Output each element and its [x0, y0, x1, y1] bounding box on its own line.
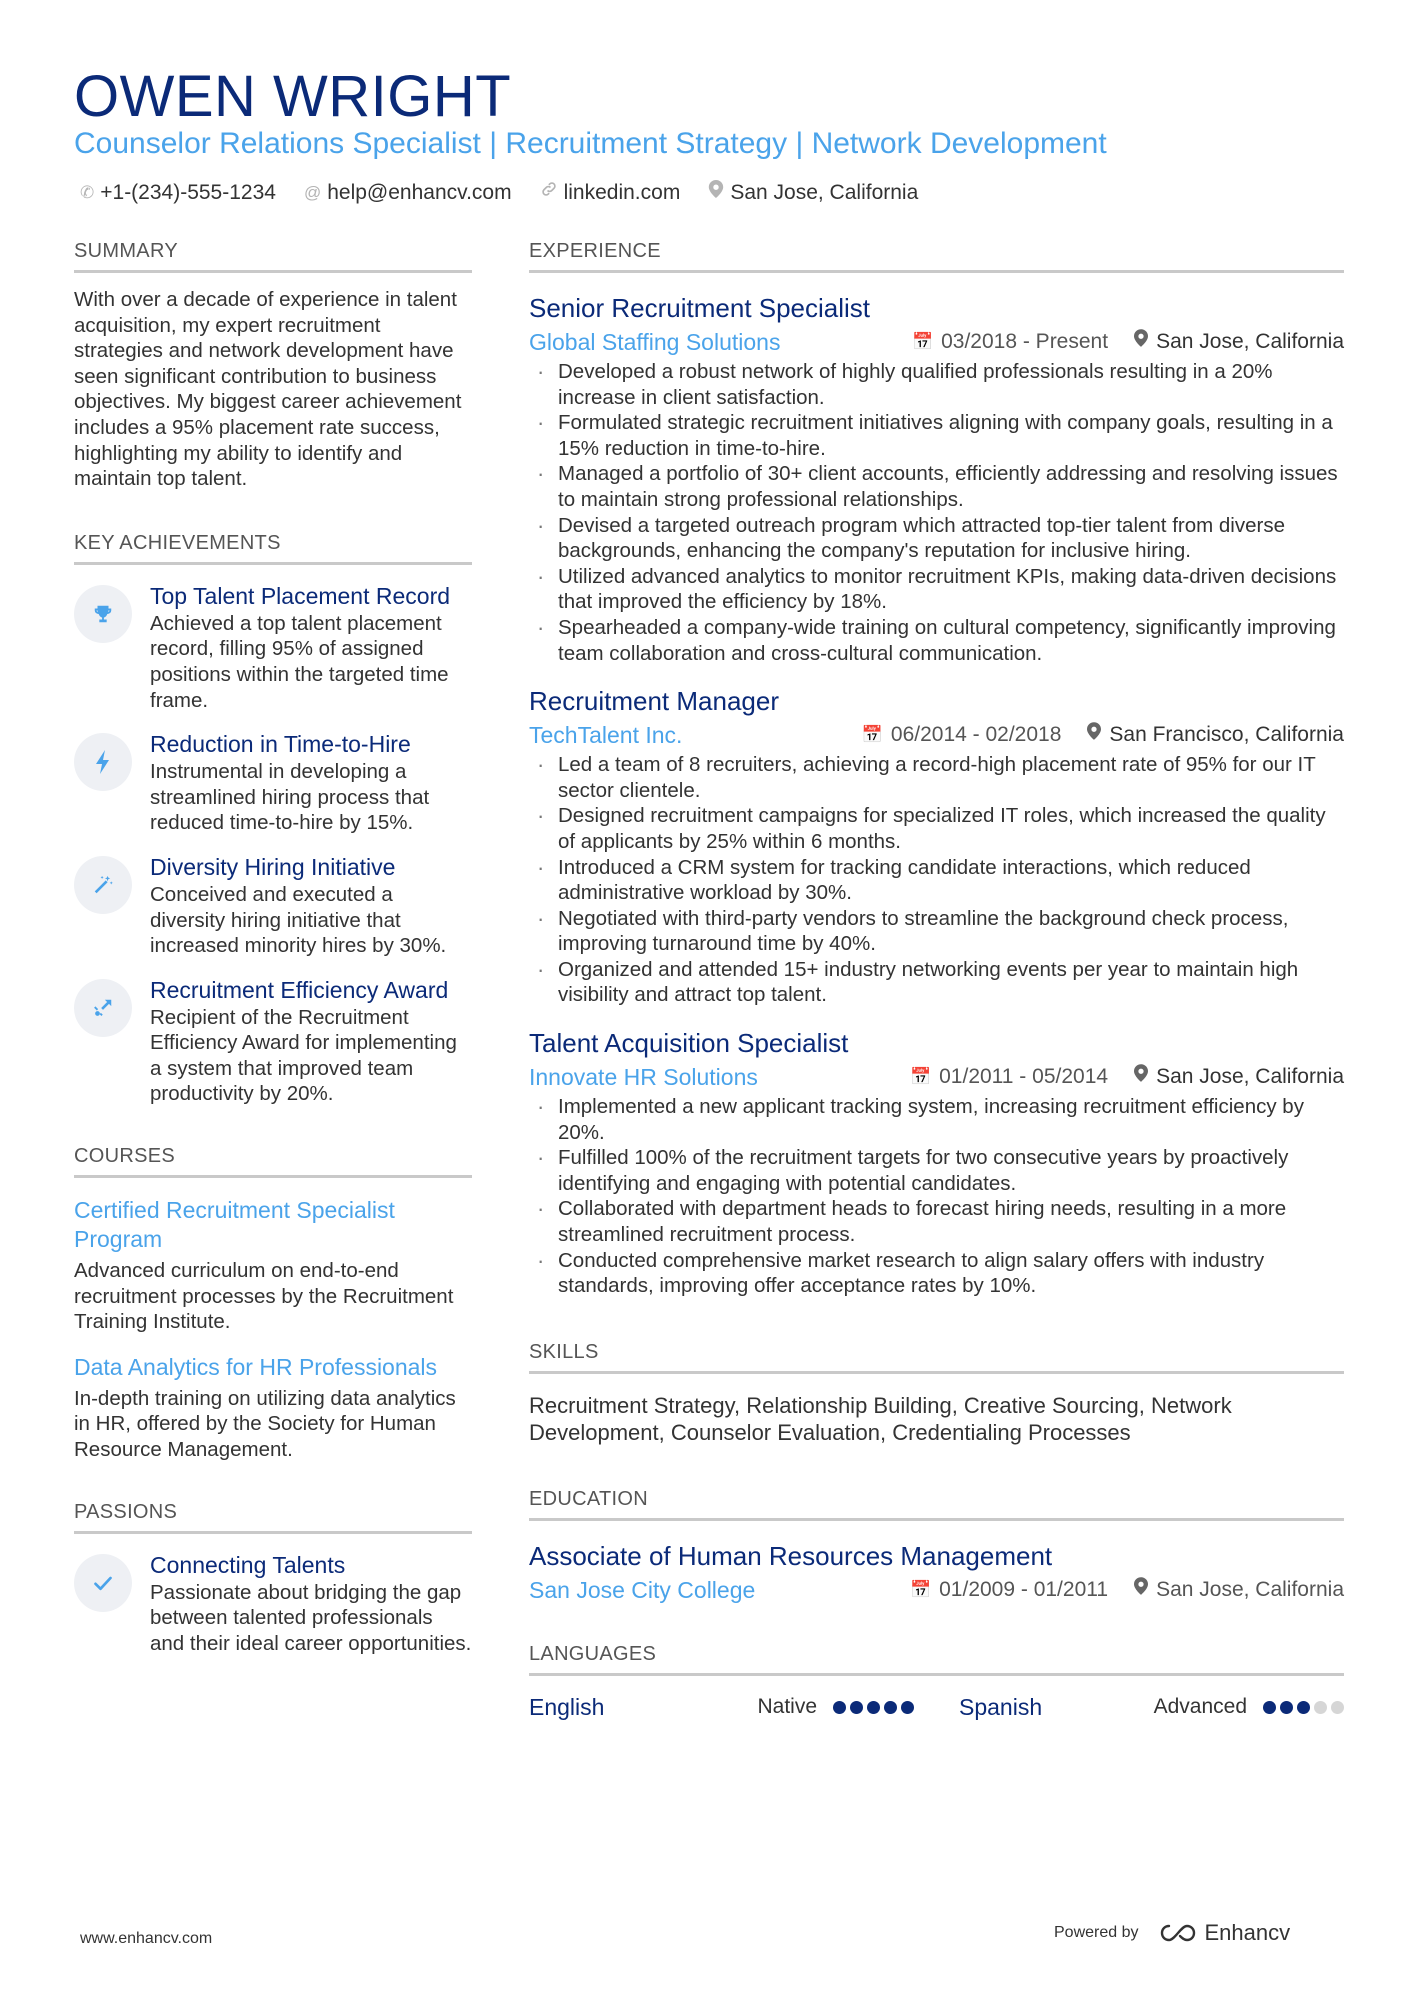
rating-dot-empty: [1314, 1701, 1327, 1714]
language-name: English: [529, 1693, 605, 1720]
checkmark-icon: [74, 1554, 132, 1612]
education-dates: 01/2009 - 01/2011: [939, 1577, 1109, 1601]
job-entry: [529, 1026, 1344, 1299]
job-location: San Jose, California: [1156, 330, 1344, 353]
location-pin-icon: [708, 178, 724, 208]
language-name: Spanish: [959, 1693, 1043, 1720]
language-item: [529, 1694, 914, 1721]
phone-icon: ✆: [80, 183, 95, 202]
location-pin-icon: [1134, 327, 1148, 357]
job-location: San Jose, California: [1156, 1065, 1344, 1089]
education-title: EDUCATION: [529, 1486, 1344, 1521]
summary-section: [74, 238, 472, 492]
summary-title: SUMMARY: [74, 238, 472, 273]
job-company: Innovate HR Solutions: [529, 1064, 758, 1091]
skills-title: SKILLS: [529, 1339, 1344, 1374]
education-location: San Jose, California: [1156, 1577, 1344, 1601]
lightning-icon: [74, 733, 132, 791]
passion-item: [74, 1550, 472, 1657]
achievement-text: Achieved a top talent placement record, filling 95% of assigned positions within the targeted time frame.: [150, 611, 449, 712]
job-dates: 01/2011 - 05/2014: [939, 1065, 1109, 1089]
bullet-item: · Implemented a new applicant tracking system, increasing recruitment efficiency by 20%.: [529, 1094, 1344, 1145]
award-icon: [74, 979, 132, 1037]
bullet-item: · Spearheaded a company-wide training on cultural competency, significantly improving team collaboration and cross-cultural communication.: [529, 615, 1344, 666]
job-dates: 03/2018 - Present: [941, 330, 1109, 353]
achievement-item: [74, 581, 472, 713]
skills-text: Recruitment Strategy, Relationship Building, Creative Sourcing, Network Development, Counselor Evaluation, Credentialing Processes: [529, 1392, 1232, 1445]
location-text: San Jose, California: [730, 181, 919, 204]
education-section: [529, 1486, 1344, 1605]
contact-email[interactable]: [304, 178, 512, 208]
passion-title: Connecting Talents: [150, 1551, 346, 1578]
passion-text: Passionate about bridging the gap between talented professionals and their ideal career opportunities.: [150, 1580, 472, 1655]
achievements-title: KEY ACHIEVEMENTS: [74, 530, 472, 565]
language-level: Advanced: [1153, 1695, 1247, 1719]
rating-dot-filled: [1263, 1701, 1276, 1714]
rating-dot-filled: [833, 1701, 846, 1714]
achievement-item: [74, 852, 472, 959]
bullet-item: · Led a team of 8 recruiters, achieving a record-high placement rate of 95% for our IT sector clientele.: [529, 752, 1344, 803]
candidate-name: OWEN WRIGHT: [74, 64, 512, 129]
rating-dot-filled: [1280, 1701, 1293, 1714]
job-title: Talent Acquisition Specialist: [529, 1028, 849, 1059]
bullet-item: · Organized and attended 15+ industry networking events per year to maintain high visibility and attract top talent.: [529, 957, 1344, 1008]
achievement-title: Reduction in Time-to-Hire: [150, 731, 411, 758]
bullet-item: · Developed a robust network of highly qualified professionals resulting in a 20% increase in client satisfaction.: [529, 359, 1344, 410]
rating-dot-filled: [901, 1701, 914, 1714]
degree-title: Associate of Human Resources Management: [529, 1540, 1053, 1571]
location-pin-icon: [1134, 1575, 1148, 1605]
job-entry: [529, 684, 1344, 1008]
contact-phone[interactable]: [80, 178, 276, 208]
bullet-item: · Fulfilled 100% of the recruitment targets for two consecutive years by proactively identifying and engaging with potential candidates.: [529, 1145, 1344, 1196]
powered-by-text: Powered by: [1054, 1924, 1139, 1941]
job-entry: [529, 291, 1344, 666]
magic-wand-icon: [74, 856, 132, 914]
course-text: In-depth training on utilizing data analytics in HR, offered by the Society for Human Resource Management.: [74, 1386, 456, 1462]
rating-dot-empty: [1331, 1701, 1344, 1714]
experience-section: [529, 238, 1344, 1299]
course-text: Advanced curriculum on end-to-end recruitment processes by the Recruitment Training Institute.: [74, 1259, 454, 1334]
bullet-item: · Designed recruitment campaigns for specialized IT roles, which increased the quality of applicants by 25% within 6 months.: [529, 803, 1344, 854]
courses-title: COURSES: [74, 1143, 472, 1178]
location-pin-icon: [1134, 1062, 1148, 1092]
infinity-logo-icon: [1159, 1922, 1197, 1944]
course-title: Data Analytics for HR Professionals: [74, 1353, 438, 1380]
phone-text: +1-(234)-555-1234: [100, 181, 276, 204]
languages-title: LANGUAGES: [529, 1641, 1344, 1676]
job-company: Global Staffing Solutions: [529, 329, 781, 355]
school-name: San Jose City College: [529, 1576, 756, 1603]
at-sign-icon: @: [303, 183, 322, 202]
bullet-item: · Managed a portfolio of 30+ client accounts, efficiently addressing and resolving issues to maintain strong professional relationships.: [529, 461, 1344, 512]
calendar-icon: 📅: [909, 1579, 932, 1599]
job-title: Recruitment Manager: [529, 686, 779, 717]
passions-title: PASSIONS: [74, 1499, 472, 1534]
achievement-item: [74, 975, 472, 1107]
experience-title: EXPERIENCE: [529, 238, 1344, 273]
contact-linkedin[interactable]: [540, 178, 681, 208]
bullet-item: · Collaborated with department heads to forecast hiring needs, resulting in a more streamlined recruitment process.: [529, 1196, 1344, 1247]
headline: Counselor Relations Specialist | Recruitment Strategy | Network Development: [74, 127, 1107, 160]
achievement-text: Conceived and executed a diversity hiring initiative that increased minority hires by 30%.: [150, 882, 447, 958]
achievement-text: Instrumental in developing a streamlined hiring process that reduced time-to-hire by 15%.: [150, 760, 430, 835]
job-bullets: [529, 359, 1344, 666]
rating-dot-filled: [1297, 1701, 1310, 1714]
contact-bar: [80, 178, 918, 208]
job-bullets: [529, 752, 1344, 1008]
education-entry: [529, 1539, 1344, 1605]
achievement-text: Recipient of the Recruitment Efficiency Award for implementing a system that improved team productivity by 20%.: [150, 1005, 457, 1106]
footer-website[interactable]: www.enhancv.com: [80, 1930, 213, 1947]
language-rating: [833, 1701, 914, 1714]
email-text: help@enhancv.com: [327, 181, 512, 204]
calendar-icon: 📅: [909, 1067, 932, 1087]
brand-logo[interactable]: [1159, 1920, 1291, 1946]
right-column: [529, 238, 1344, 1721]
bullet-item: · Conducted comprehensive market research to align salary offers with industry standards, improving offer acceptance rates by 10%.: [529, 1248, 1344, 1299]
passions-section: [74, 1499, 472, 1657]
course-title: Certified Recruitment Specialist Program: [74, 1197, 395, 1253]
linkedin-text: linkedin.com: [563, 181, 681, 204]
brand-name: Enhancv: [1204, 1920, 1291, 1945]
achievement-title: Top Talent Placement Record: [150, 582, 451, 609]
bullet-item: · Introduced a CRM system for tracking candidate interactions, which reduced administrative workload by 30%.: [529, 855, 1344, 906]
job-dates: 06/2014 - 02/2018: [890, 723, 1062, 747]
bullet-item: · Formulated strategic recruitment initiatives aligning with company goals, resulting in a 15% reduction in time-to-hire.: [529, 410, 1344, 461]
contact-location: [708, 178, 918, 208]
achievement-title: Diversity Hiring Initiative: [150, 853, 396, 880]
skills-section: [529, 1339, 1344, 1446]
rating-dot-filled: [884, 1701, 897, 1714]
rating-dot-filled: [850, 1701, 863, 1714]
calendar-icon: 📅: [911, 332, 934, 351]
achievements-section: [74, 530, 472, 1107]
course-item: [74, 1196, 472, 1335]
language-rating: [1263, 1701, 1344, 1714]
job-bullets: [529, 1094, 1344, 1299]
trophy-icon: [74, 585, 132, 643]
achievement-title: Recruitment Efficiency Award: [150, 976, 449, 1003]
left-column: [74, 238, 472, 1656]
link-icon: [540, 178, 558, 208]
job-company: TechTalent Inc.: [529, 722, 683, 749]
course-item: [74, 1353, 472, 1463]
achievement-item: [74, 729, 472, 836]
footer-branding: [1054, 1920, 1290, 1946]
rating-dot-filled: [867, 1701, 880, 1714]
bullet-item: · Utilized advanced analytics to monitor recruitment KPIs, making data-driven decisions that improved the efficiency by 18%.: [529, 564, 1344, 615]
courses-section: [74, 1143, 472, 1463]
language-item: [959, 1694, 1344, 1721]
languages-section: [529, 1641, 1344, 1721]
language-level: Native: [757, 1695, 817, 1719]
job-title: Senior Recruitment Specialist: [529, 293, 871, 323]
summary-text: With over a decade of experience in talent acquisition, my expert recruitment strategies and network development have seen significant contribution to business objectives. My biggest career achievement includes a 95% placement rate success, highlighting my ability to identify and maintain top talent.: [74, 288, 462, 491]
bullet-item: · Negotiated with third-party vendors to streamline the background check process, improving turnaround time by 40%.: [529, 906, 1344, 957]
job-location: San Francisco, California: [1109, 723, 1344, 747]
calendar-icon: 📅: [861, 725, 883, 745]
location-pin-icon: [1087, 720, 1101, 750]
bullet-item: · Devised a targeted outreach program which attracted top-tier talent from diverse backgrounds, enhancing the company's reputation for inclusive hiring.: [529, 513, 1344, 564]
